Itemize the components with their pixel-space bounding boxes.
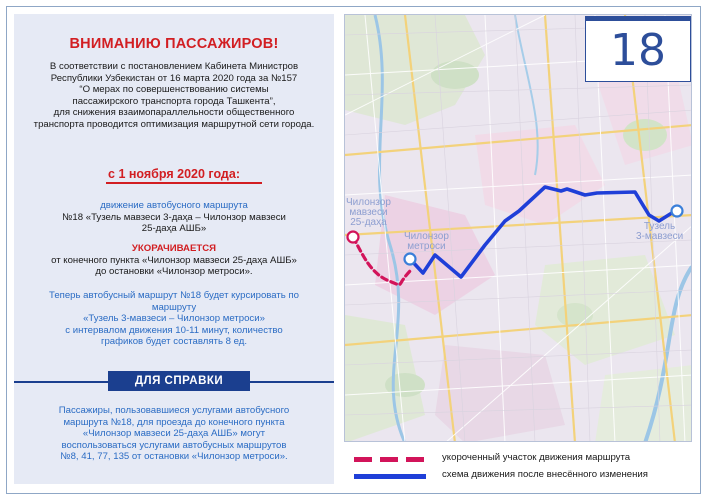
intro-line: пассажирского транспорта города Ташкента”, [72,95,276,107]
stop-label-line: Тузель [643,221,676,232]
new-route-line: с интервалом движения 10-11 минут, количество [65,324,283,336]
shortened-line: от конечного пункта «Чилонзор мавзеси 25-даҳа АШБ» [51,254,297,266]
legend-label-shortened: укороченный участок движения маршрута [442,452,631,463]
intro-line: Республики Узбекистан от 16 марта 2020 года за №157 [50,72,298,84]
info-line: №8, 41, 77, 135 от остановки «Чилонзор метроси». [60,451,288,463]
route-name-line: №18 «Тузель мавзеси 3-даҳа – Чилонзор мавзеси [62,211,286,223]
new-route-description [20,290,328,348]
info-line: маршрута №18, для проезда до конечного пункта [63,416,285,428]
intro-line: В соответствии с постановлением Кабинета Министров [49,61,299,72]
legend-label-new: схема движения после внесённого изменения [442,469,648,480]
route-movement-label: движение автобусного маршрута [100,200,248,211]
shortening-description [20,243,328,278]
stop-marker-chilonzor-25 [348,232,359,243]
legend-swatch-solid [354,474,426,479]
new-route-line: Теперь автобусный маршрут №18 будет курсировать по [49,290,299,301]
badge-accent [586,17,690,21]
map-label-tuzel-3 [636,222,683,242]
shortened-line: до остановки «Чилонзор метроси». [95,266,253,278]
notice-intro [20,61,328,131]
shortened-heading: УКОРАЧИВАЕТСЯ [131,243,217,254]
new-route-line: графиков будет составлять 8 ед. [100,336,248,348]
new-route-line: «Тузель 3-мавзеси – Чилонзор метроси» [83,313,265,325]
stop-marker-chilonzor-metro [405,254,416,265]
map-legend [344,444,692,488]
info-text [14,405,334,463]
route-description [20,200,328,235]
effective-date: с 1 ноября 2020 года: [108,167,240,181]
stop-label-line: 25-даҳа [350,217,387,228]
info-line: Пассажиры, пользовавшиеся услугами автобусного [58,405,290,416]
legend-row-new [354,469,694,483]
info-line: «Чилонзор мавзеси 25-даҳа АШБ» могут [82,428,266,440]
info-line: воспользоваться услугами автобусных маршрутов [61,439,287,451]
map-label-chilonzor-metro [404,232,449,252]
stop-label-line: 3-мавзеси [636,231,684,242]
legend-row-shortened [354,452,694,466]
stop-label-line: метроси [407,241,446,252]
intro-line: “О мерах по совершенствованию системы [79,84,269,96]
notice-title: ВНИМАНИЮ ПАССАЖИРОВ! [69,36,279,52]
intro-line: для снижения взаимопараллельности общественного [53,107,295,119]
stop-label-line: Чилонзор [346,197,391,208]
stop-label-line: Чилонзор [404,231,449,242]
legend-swatch-dashed [354,457,426,462]
info-heading: ДЛЯ СПРАВКИ [108,371,250,391]
stop-marker-tuzel-3 [672,206,683,217]
map-label-chilonzor-25 [346,198,391,228]
route-number-badge [585,16,691,82]
intro-line: транспорта проводится оптимизация маршрутной сети города. [33,118,315,130]
route-name-line: 25-даҳа АШБ» [141,223,207,235]
route-number: 18 [610,25,666,76]
stop-label-line: мавзеси [349,207,388,218]
new-route-line: маршруту [151,301,197,313]
date-underline [106,182,262,184]
